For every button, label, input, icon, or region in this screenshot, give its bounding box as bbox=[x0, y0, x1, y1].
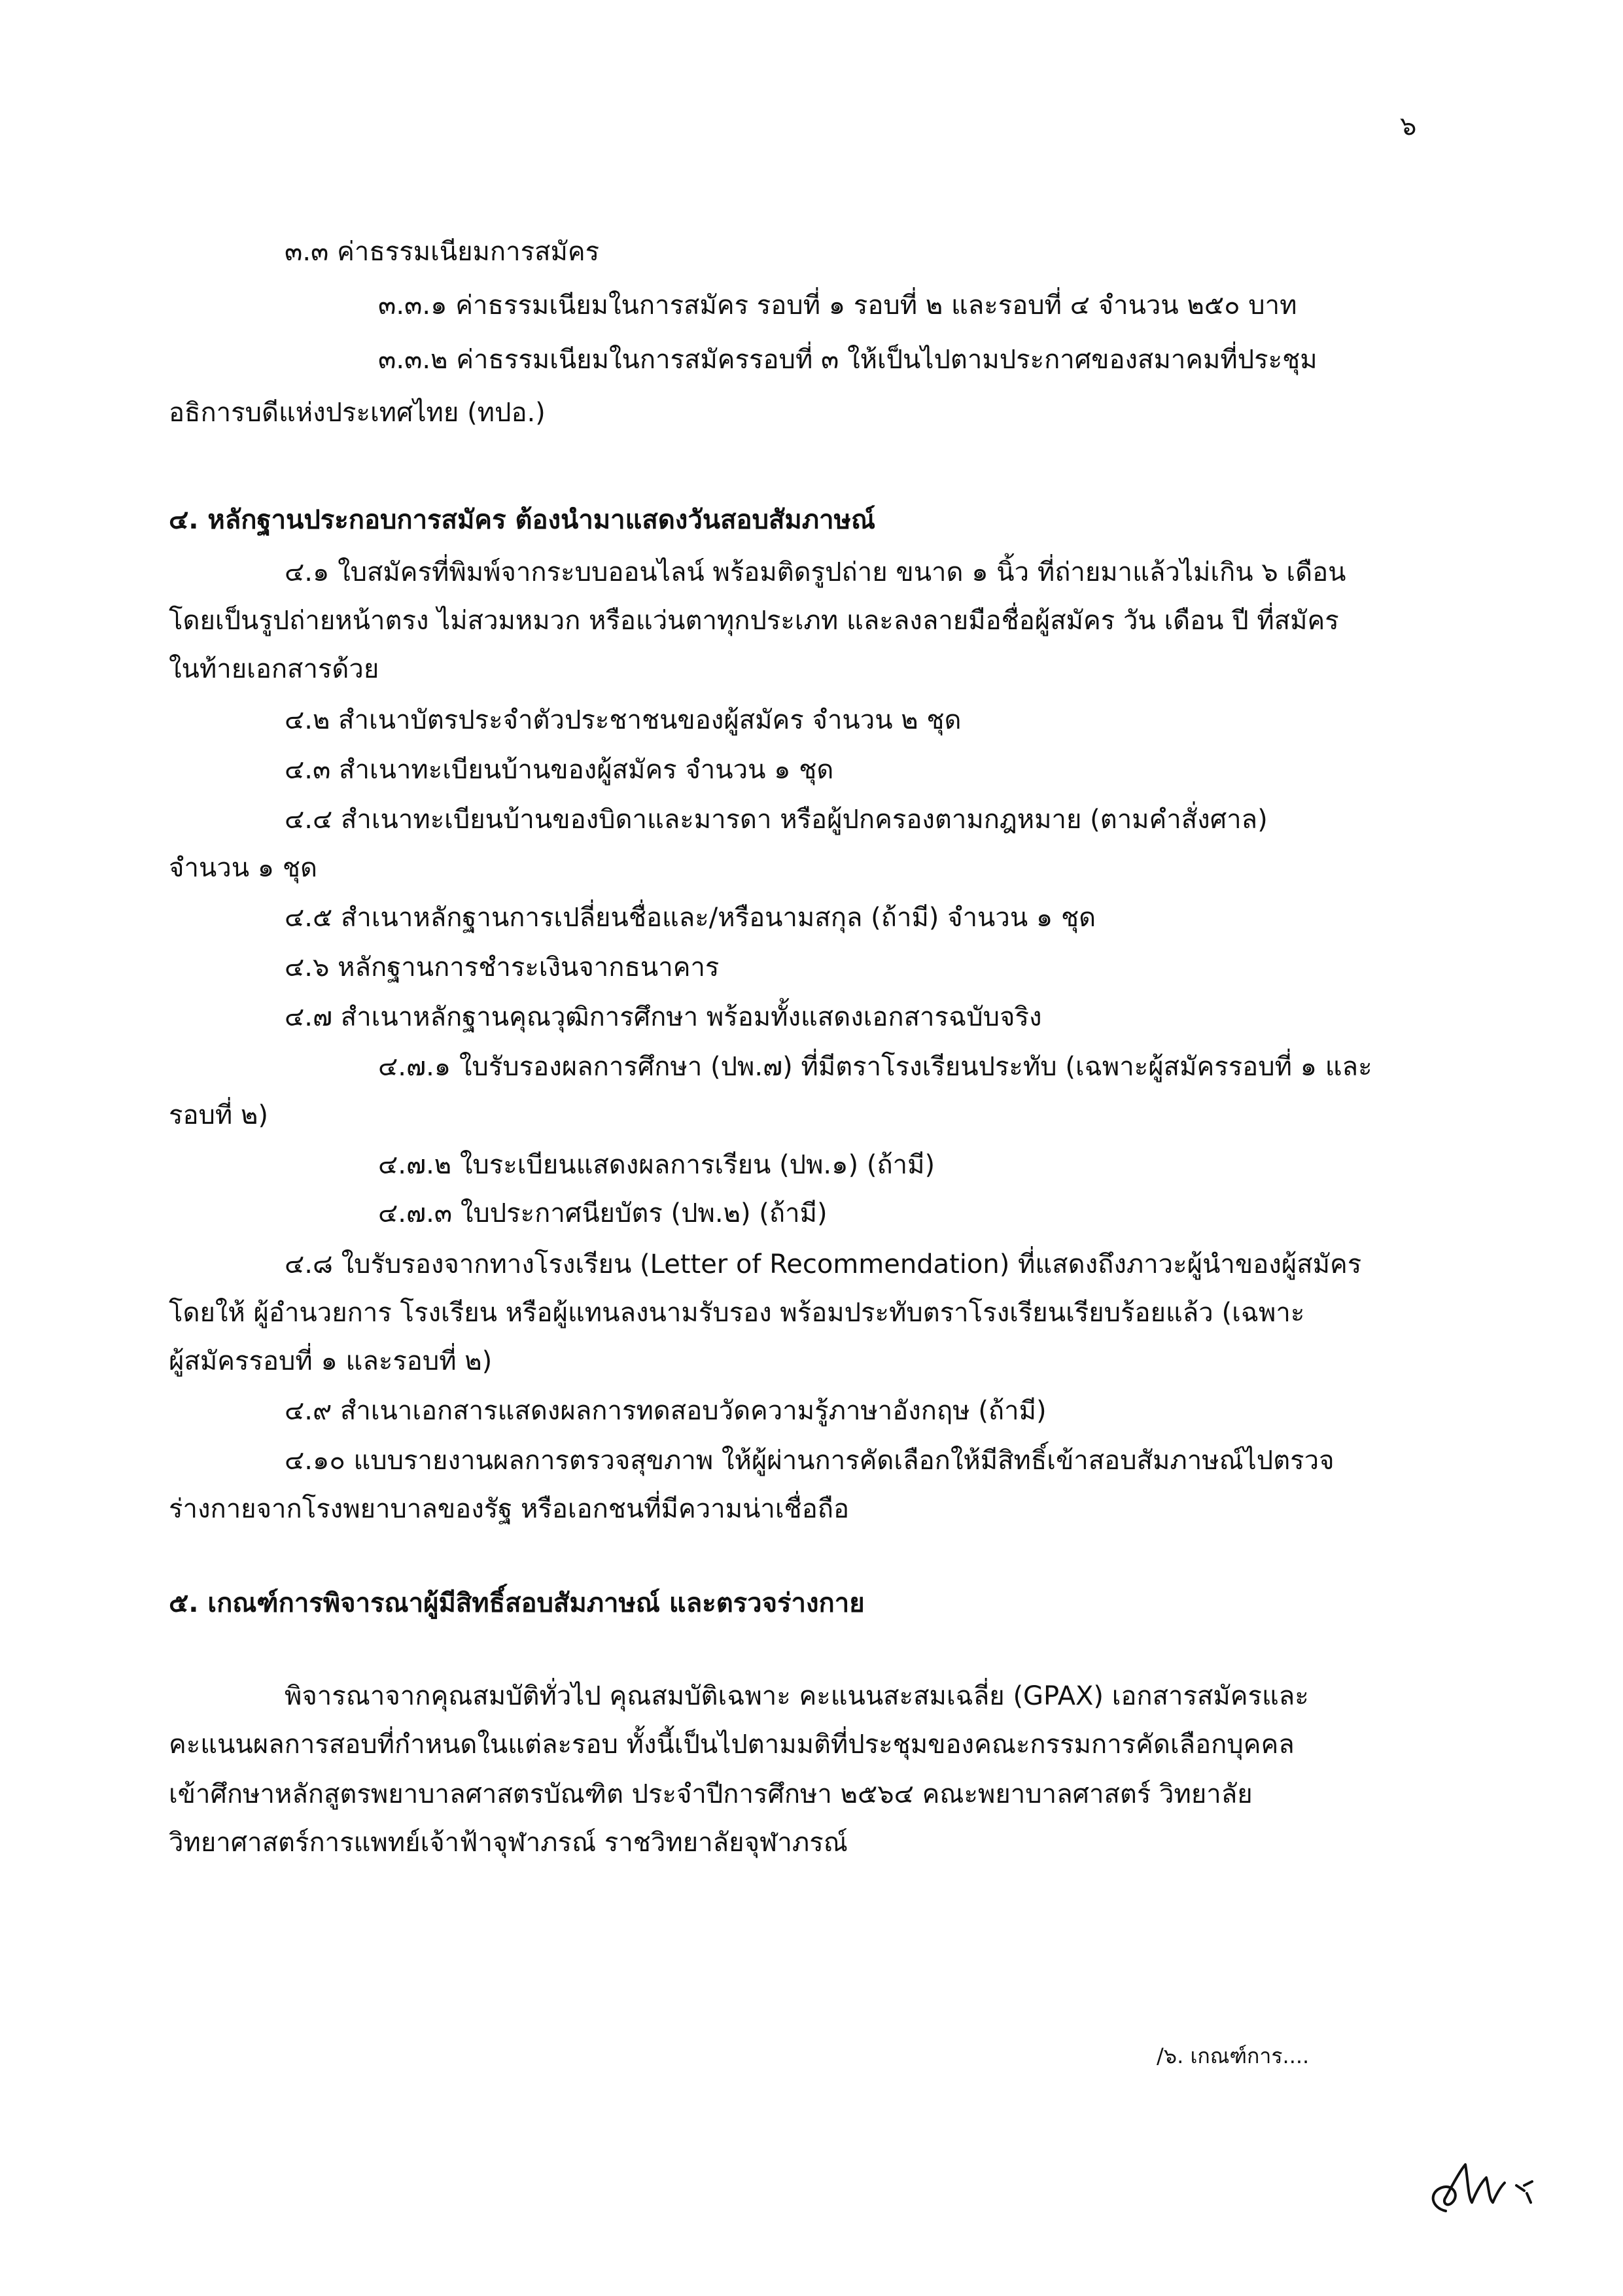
item-4-8: ๔.๘ ใบรับรองจากทางโรงเรียน (Letter of Recommendation) ที่แสดงถึงภาวะผู้นำของผู้สมัคร bbox=[285, 1249, 1362, 1279]
section-5-heading: ๕. เกณฑ์การพิจารณาผู้มีสิทธิ์สอบสัมภาษณ์ และตรวจร่างกาย bbox=[169, 1588, 865, 1618]
item-4-5: ๔.๕ สำเนาหลักฐานการเปลี่ยนชื่อและ/หรือนามสกุล (ถ้ามี) จำนวน ๑ ชุด bbox=[285, 903, 1096, 933]
item-4-7-2: ๔.๗.๒ ใบระเบียนแสดงผลการเรียน (ปพ.๑) (ถ้ามี) bbox=[378, 1150, 935, 1180]
item-4-1: ๔.๑ ใบสมัครที่พิมพ์จากระบบออนไลน์ พร้อมติดรูปถ่าย ขนาด ๑ นิ้ว ที่ถ่ายมาแล้วไม่เกิน ๖ เดือน bbox=[285, 557, 1346, 587]
item-4-1-cont-1: โดยเป็นรูปถ่ายหน้าตรง ไม่สวมหมวก หรือแว่นตาทุกประเภท และลงลายมือชื่อผู้สมัคร วัน เดือน ปี ที่สมัคร bbox=[169, 606, 1339, 636]
item-4-2: ๔.๒ สำเนาบัตรประจำตัวประชาชนของผู้สมัคร จำนวน ๒ ชุด bbox=[285, 705, 962, 735]
item-4-4: ๔.๔ สำเนาทะเบียนบ้านของบิดาและมารดา หรือผู้ปกครองตามกฎหมาย (ตามคำสั่งศาล) bbox=[285, 805, 1268, 835]
item-4-8-cont-1: โดยให้ ผู้อำนวยการ โรงเรียน หรือผู้แทนลงนามรับรอง พร้อมประทับตราโรงเรียนเรียบร้อยแล้ว (เฉพาะ bbox=[169, 1298, 1305, 1328]
item-4-7-1-cont: รอบที่ ๒) bbox=[169, 1100, 268, 1130]
item-4-8-cont-2: ผู้สมัครรอบที่ ๑ และรอบที่ ๒) bbox=[169, 1346, 493, 1376]
continuation-note: /๖. เกณฑ์การ.... bbox=[1157, 2044, 1310, 2068]
item-4-3: ๔.๓ สำเนาทะเบียนบ้านของผู้สมัคร จำนวน ๑ ชุด bbox=[285, 755, 834, 785]
section-5-para-2: คะแนนผลการสอบที่กำหนดในแต่ละรอบ ทั้งนี้เป็นไปตามมติที่ประชุมของคณะกรรมการคัดเลือกบุคคล bbox=[169, 1730, 1295, 1760]
handwritten-signature bbox=[1420, 2142, 1544, 2227]
item-3-3-2-cont: อธิการบดีแห่งประเทศไทย (ทปอ.) bbox=[169, 398, 546, 428]
item-4-7-3: ๔.๗.๓ ใบประกาศนียบัตร (ปพ.๒) (ถ้ามี) bbox=[378, 1198, 828, 1228]
item-4-4-cont: จำนวน ๑ ชุด bbox=[169, 853, 317, 883]
section-5-para-3: เข้าศึกษาหลักสูตรพยาบาลศาสตรบัณฑิต ประจำปีการศึกษา ๒๕๖๔ คณะพยาบาลศาสตร์ วิทยาลัย bbox=[169, 1779, 1253, 1809]
section-5-para-4: วิทยาศาสตร์การแพทย์เจ้าฟ้าจุฬาภรณ์ ราชวิทยาลัยจุฬาภรณ์ bbox=[169, 1828, 848, 1858]
item-3-3-1: ๓.๓.๑ ค่าธรรมเนียมในการสมัคร รอบที่ ๑ รอบที่ ๒ และรอบที่ ๔ จำนวน ๒๕๐ บาท bbox=[378, 290, 1297, 321]
item-4-6: ๔.๖ หลักฐานการชำระเงินจากธนาคาร bbox=[285, 952, 720, 983]
item-4-1-cont-2: ในท้ายเอกสารด้วย bbox=[169, 654, 379, 684]
item-4-7: ๔.๗ สำเนาหลักฐานคุณวุฒิการศึกษา พร้อมทั้งแสดงเอกสารฉบับจริง bbox=[285, 1002, 1042, 1032]
section-3-3-heading: ๓.๓ ค่าธรรมเนียมการสมัคร bbox=[285, 237, 600, 267]
item-4-10: ๔.๑๐ แบบรายงานผลการตรวจสุขภาพ ให้ผู้ผ่านการคัดเลือกให้มีสิทธิ์เข้าสอบสัมภาษณ์ไปตรวจ bbox=[285, 1446, 1335, 1476]
page-number: ๖ bbox=[1400, 111, 1417, 141]
section-5-para-1: พิจารณาจากคุณสมบัติทั่วไป คุณสมบัติเฉพาะ คะแนนสะสมเฉลี่ย (GPAX) เอกสารสมัครและ bbox=[285, 1681, 1309, 1711]
section-4-heading: ๔. หลักฐานประกอบการสมัคร ต้องนำมาแสดงวันสอบสัมภาษณ์ bbox=[169, 505, 876, 535]
signature-mark bbox=[1420, 2142, 1544, 2227]
item-4-7-1: ๔.๗.๑ ใบรับรองผลการศึกษา (ปพ.๗) ที่มีตราโรงเรียนประทับ (เฉพาะผู้สมัครรอบที่ ๑ และ bbox=[378, 1052, 1372, 1082]
item-4-9: ๔.๙ สำเนาเอกสารแสดงผลการทดสอบวัดความรู้ภาษาอังกฤษ (ถ้ามี) bbox=[285, 1396, 1047, 1426]
item-3-3-2: ๓.๓.๒ ค่าธรรมเนียมในการสมัครรอบที่ ๓ ให้เป็นไปตามประกาศของสมาคมที่ประชุม bbox=[378, 345, 1318, 375]
item-4-10-cont: ร่างกายจากโรงพยาบาลของรัฐ หรือเอกชนที่มีความน่าเชื่อถือ bbox=[169, 1494, 849, 1524]
